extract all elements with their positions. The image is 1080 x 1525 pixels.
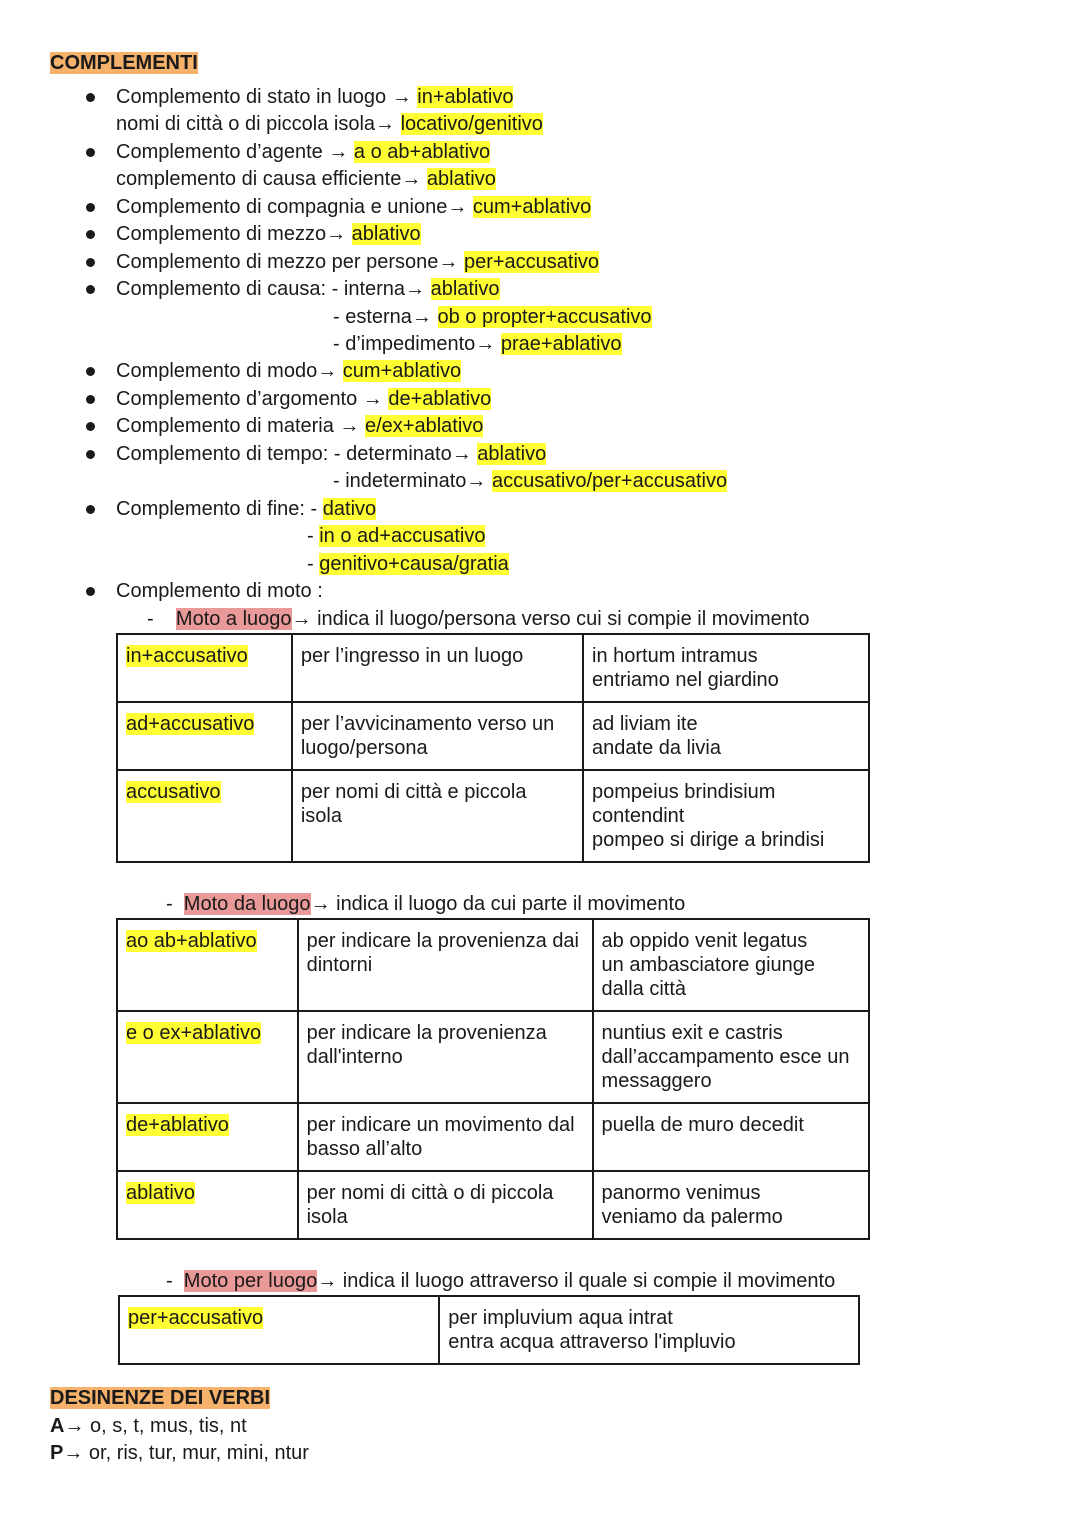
bullet	[86, 285, 95, 294]
table-row: accusativo per nomi di città e piccola isola pompeius brindisium contendint pompeo si dirige a brindisi	[117, 770, 869, 862]
moto-a-luogo-table	[116, 633, 870, 863]
list-item-tempo-indeterminato: - indeterminato→ accusativo/per+accusativo	[333, 470, 728, 492]
bullet	[86, 587, 95, 596]
list-item-causa: Complemento di causa: - interna→ ablativo	[116, 278, 500, 300]
desinenze-attivo: A→ o, s, t, mus, tis, nt	[50, 1415, 247, 1437]
heading-desinenze: DESINENZE DEI VERBI	[50, 1387, 271, 1409]
list-item-causa-impedimento: - d’impedimento→ prae+ablativo	[333, 333, 622, 355]
table-row: e o ex+ablativo per indicare la provenienza dall'interno nuntius exit e castris dall’accampamento esce un messaggero	[117, 1011, 869, 1103]
list-item-causa-efficiente: complemento di causa efficiente→ ablativo	[116, 168, 496, 190]
table-row: ao ab+ablativo per indicare la provenienza dai dintorni ab oppido venit legatus un ambasciatore giunge dalla città	[117, 919, 869, 1011]
table-row: in+accusativo per l’ingresso in un luogo in hortum intramus entriamo nel giardino	[117, 634, 869, 702]
bullet	[86, 395, 95, 404]
list-item-agente: Complemento d’agente → a o ab+ablativo	[116, 141, 491, 163]
list-item-compagnia: Complemento di compagnia e unione→ cum+ablativo	[116, 196, 592, 218]
moto-per-luogo-title: - Moto per luogo→ indica il luogo attraverso il quale si compie il movimento	[166, 1270, 836, 1292]
list-item-modo: Complemento di modo→ cum+ablativo	[116, 360, 462, 382]
bullet	[86, 367, 95, 376]
list-item-moto: Complemento di moto :	[116, 580, 323, 602]
desinenze-passivo: P→ or, ris, tur, mur, mini, ntur	[50, 1442, 309, 1464]
list-item-fine-2: - in o ad+accusativo	[307, 525, 486, 547]
bullet	[86, 505, 95, 514]
list-item-mezzo: Complemento di mezzo→ ablativo	[116, 223, 421, 245]
list-item-causa-esterna: - esterna→ ob o propter+accusativo	[333, 306, 652, 328]
bullet	[86, 258, 95, 267]
list-item-tempo: Complemento di tempo: - determinato→ ablativo	[116, 443, 547, 465]
heading-complementi: COMPLEMENTI	[50, 52, 198, 74]
bullet	[86, 230, 95, 239]
moto-per-luogo-table	[118, 1295, 860, 1365]
table-row: ad+accusativo per l’avvicinamento verso un luogo/persona ad liviam ite andate da livia	[117, 702, 869, 770]
list-item-fine-3: - genitivo+causa/gratia	[307, 553, 509, 575]
list-item-mezzo-persone: Complemento di mezzo per persone→ per+accusativo	[116, 251, 600, 273]
bullet	[86, 450, 95, 459]
table-row: de+ablativo per indicare un movimento dal basso all’alto puella de muro decedit	[117, 1103, 869, 1171]
list-item-argomento: Complemento d’argomento → de+ablativo	[116, 388, 492, 410]
list-item-fine: Complemento di fine: - dativo	[116, 498, 377, 520]
moto-da-luogo-title: - Moto da luogo→ indica il luogo da cui parte il movimento	[166, 893, 686, 915]
bullet	[86, 148, 95, 157]
list-item-citta: nomi di città o di piccola isola→ locativo/genitivo	[116, 113, 543, 135]
moto-da-luogo-table	[116, 918, 870, 1240]
table-row: per+accusativo per impluvium aqua intrat entra acqua attraverso l'impluvio	[119, 1296, 859, 1364]
table-row: ablativo per nomi di città o di piccola isola panormo venimus veniamo da palermo	[117, 1171, 869, 1239]
bullet	[86, 93, 95, 102]
bullet	[86, 203, 95, 212]
moto-a-luogo-title: - Moto a luogo→ indica il luogo/persona verso cui si compie il movimento	[147, 608, 810, 630]
list-item-materia: Complemento di materia → e/ex+ablativo	[116, 415, 484, 437]
bullet	[86, 422, 95, 431]
list-item-stato: Complemento di stato in luogo → in+ablativo	[116, 86, 514, 108]
